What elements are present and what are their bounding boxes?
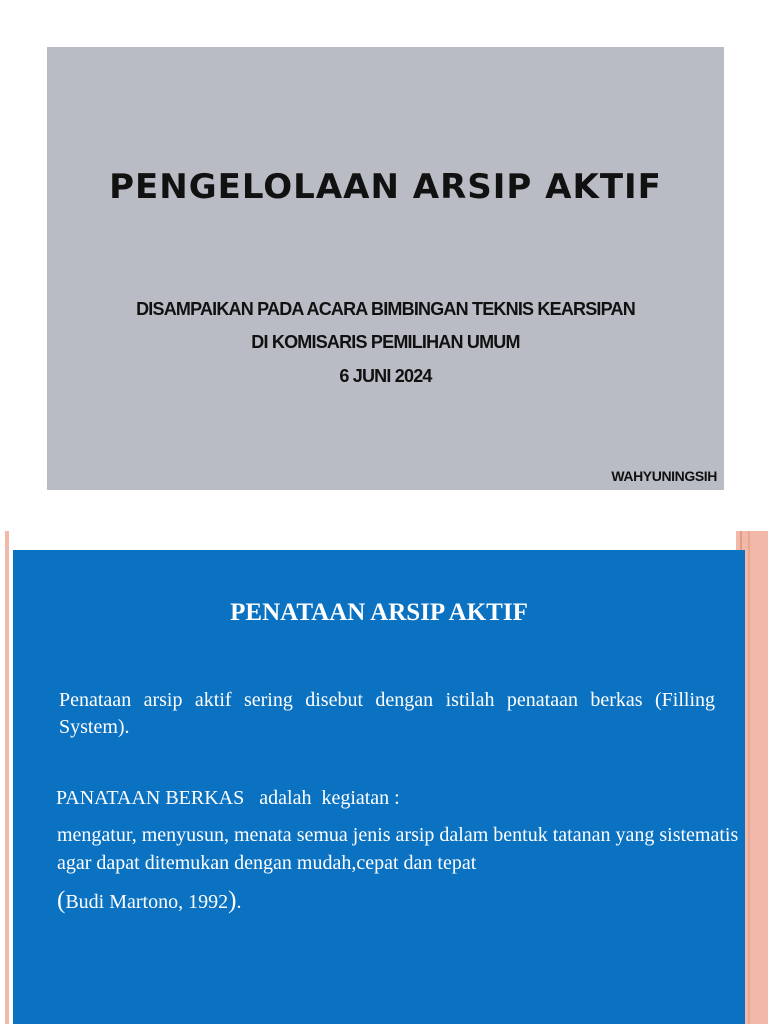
right-accent-line <box>748 531 750 1024</box>
left-accent-edge <box>5 531 9 1024</box>
citation-open-paren: ( <box>57 887 66 914</box>
subtitle-line-2: DI KOMISARIS PEMILIHAN UMUM <box>251 332 520 352</box>
definition-text: mengatur, menyusun, menata semua jenis arsip dalam bentuk tatanan yang sistematis agar dapat ditemukan dengan mudah,cepat dan tepat <box>57 824 739 874</box>
content-slide <box>13 550 745 1024</box>
subtitle-date: 6 JUNI 2024 <box>339 366 432 386</box>
author-name: WAHYUNINGSIH <box>611 468 717 484</box>
slide-heading: PENATAAN ARSIP AKTIF <box>230 599 528 626</box>
content-slide-frame <box>0 531 768 1024</box>
slide-title: PENGELOLAAN ARSIP AKTIF <box>109 167 662 207</box>
title-slide <box>47 47 724 490</box>
citation-period: . <box>236 891 242 913</box>
citation-text: Budi Martono, 1992 <box>65 891 229 913</box>
definition-label: PANATAAN BERKAS adalah kegiatan : <box>56 787 400 809</box>
citation <box>57 887 241 915</box>
intro-paragraph: Penataan arsip aktif sering disebut dengan istilah penataan berkas (Filling System). <box>59 689 715 738</box>
citation-close-paren: ) <box>228 887 237 914</box>
subtitle-line-1: DISAMPAIKAN PADA ACARA BIMBINGAN TEKNIS KEARSIPAN <box>136 299 635 319</box>
